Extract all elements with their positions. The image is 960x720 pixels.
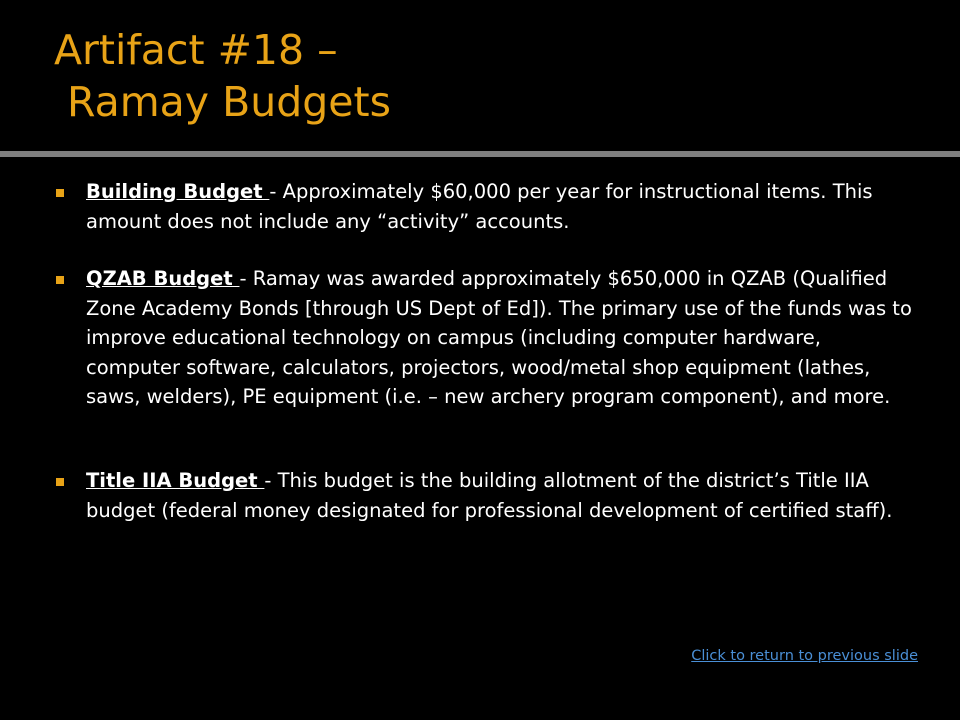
square-bullet-icon — [56, 478, 64, 486]
slide-content — [0, 157, 960, 720]
square-bullet-icon — [56, 189, 64, 197]
bullet-description: - This budget is the building allotment of the district’s Title IIA budget (federal money designated for professional development of certified staff). — [86, 469, 893, 522]
bullet-term: Building Budget — [86, 180, 270, 203]
square-bullet-icon — [56, 276, 64, 284]
slide-title-line-1: Artifact #18 – — [54, 26, 338, 74]
bullet-description: - Approximately $60,000 per year for instructional items. This amount does not include any “activity” accounts. — [86, 180, 873, 233]
bullet-text — [86, 177, 916, 236]
bullet-term: QZAB Budget — [86, 267, 240, 290]
slide-title — [54, 24, 391, 128]
title-area — [0, 0, 960, 153]
bullet-description: - Ramay was awarded approximately $650,000 in QZAB (Qualified Zone Academy Bonds [through US Dept of Ed]). The primary use of the funds was to improve educational technology on campus (including computer hardware, computer software, calculators, projectors, wood/metal shop equipment (lathes, saws, welders), PE equipment (i.e. – new archery program component), and more. — [86, 267, 912, 408]
return-to-previous-slide-link[interactable]: Click to return to previous slide — [691, 648, 918, 664]
bullet-text — [86, 466, 916, 525]
slide-title-line-2: Ramay Budgets — [54, 78, 391, 126]
bullet-text — [86, 264, 916, 412]
bullet-term: Title IIA Budget — [86, 469, 265, 492]
